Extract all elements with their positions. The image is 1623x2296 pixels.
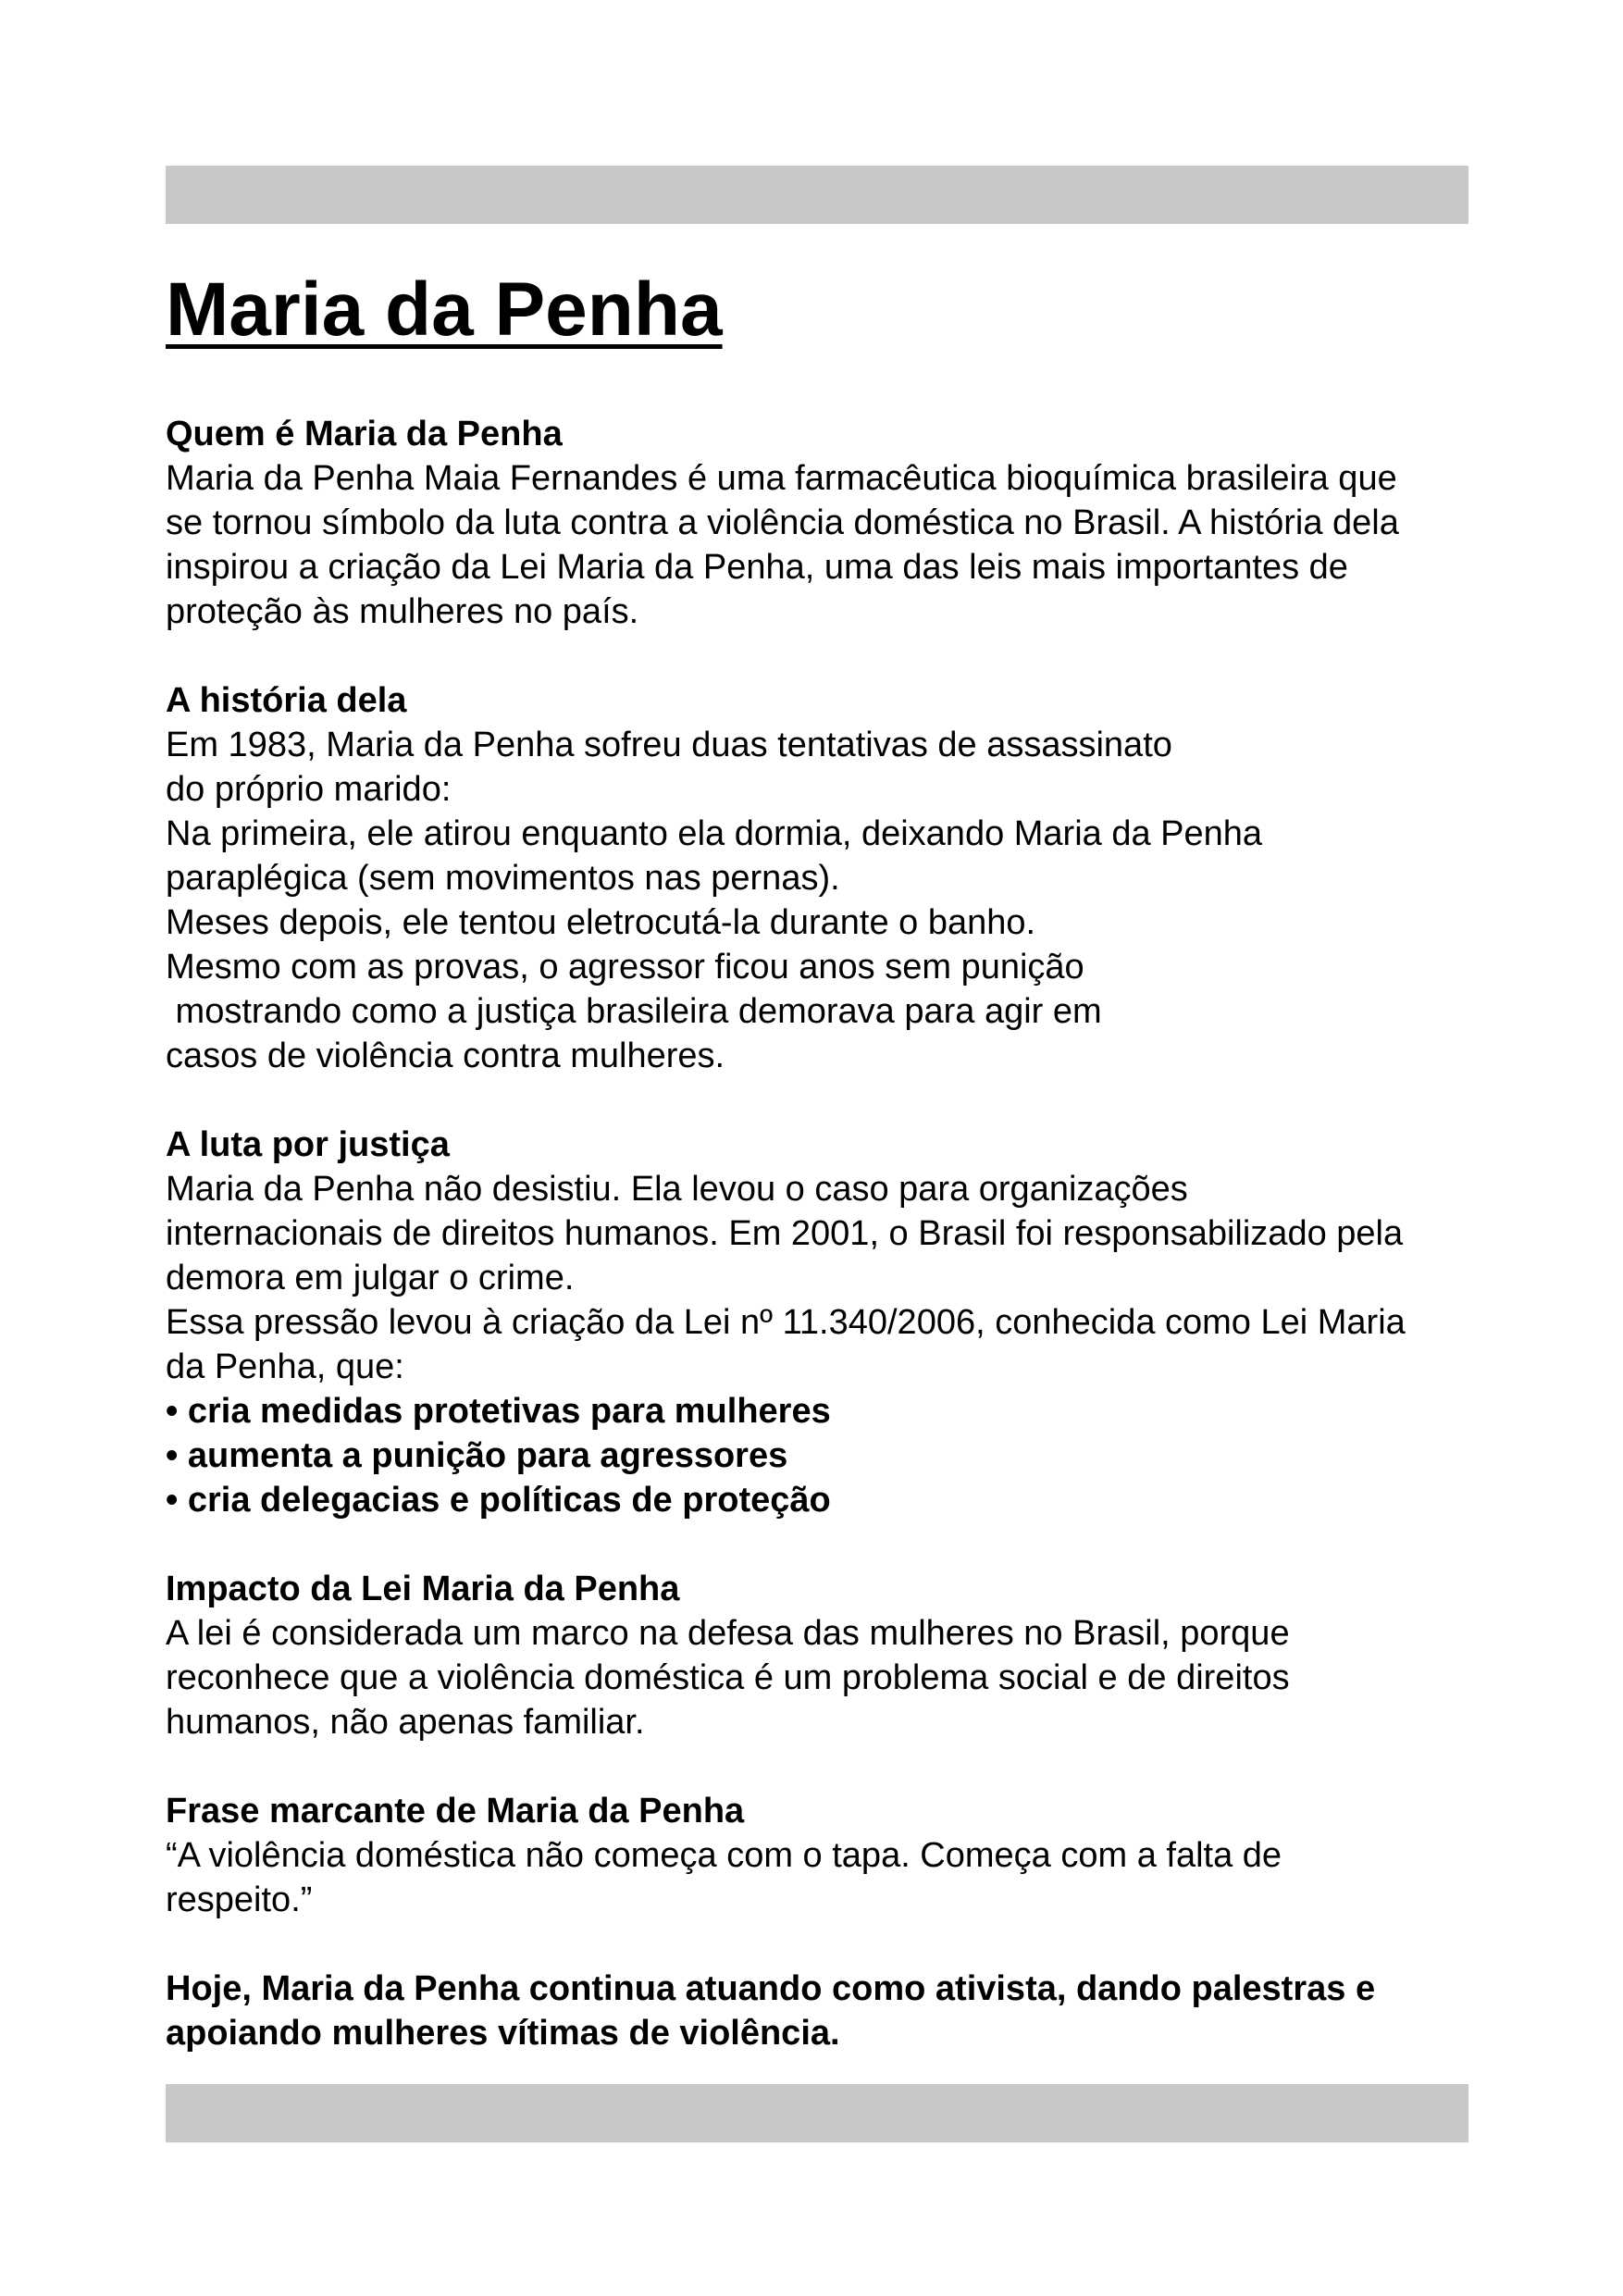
section-heading: A luta por justiça [166, 1125, 450, 1164]
paragraph-line: Na primeira, ele atirou enquanto ela dormia, deixando Maria da Penha [166, 814, 1263, 853]
paragraph-line: humanos, não apenas familiar. [166, 1703, 645, 1742]
section-heading: Frase marcante de Maria da Penha [166, 1792, 745, 1831]
section-quem-e [166, 412, 1480, 634]
header-bar [166, 166, 1468, 224]
paragraph-line: Meses depois, ele tentou eletrocutá-la durante o banho. [166, 903, 1036, 942]
paragraph-line: inspirou a criação da Lei Maria da Penha, uma das leis mais importantes de [166, 548, 1348, 587]
paragraph-line: Maria da Penha Maia Fernandes é uma farmacêutica bioquímica brasileira que [166, 459, 1397, 498]
quote-line: respeito.” [166, 1880, 313, 1919]
paragraph-line: Em 1983, Maria da Penha sofreu duas tentativas de assassinato [166, 726, 1172, 764]
closing-statement [166, 1967, 1480, 2055]
section-historia [166, 678, 1480, 1078]
footer-bar [166, 2084, 1468, 2142]
paragraph-line: Essa pressão levou à criação da Lei nº 11.340/2006, conhecida como Lei Maria [166, 1303, 1406, 1342]
closing-line: Hoje, Maria da Penha continua atuando como ativista, dando palestras e [166, 1969, 1376, 2008]
paragraph-line: casos de violência contra mulheres. [166, 1036, 725, 1075]
paragraph-line: reconhece que a violência doméstica é um problema social e de direitos [166, 1658, 1290, 1697]
closing-line: apoiando mulheres vítimas de violência. [166, 2014, 840, 2053]
section-impacto [166, 1567, 1480, 1744]
paragraph-line: internacionais de direitos humanos. Em 2001, o Brasil foi responsabilizado pela [166, 1214, 1404, 1253]
section-frase [166, 1789, 1480, 1922]
paragraph-line: paraplégica (sem movimentos nas pernas). [166, 859, 840, 898]
section-heading: Quem é Maria da Penha [166, 415, 563, 453]
section-heading: Impacto da Lei Maria da Penha [166, 1570, 680, 1608]
bullet-item: • aumenta a punição para agressores [166, 1436, 788, 1475]
paragraph-line: do próprio marido: [166, 770, 452, 809]
paragraph-line: da Penha, que: [166, 1347, 404, 1386]
section-luta-justica [166, 1123, 1480, 1522]
paragraph-line: mostrando como a justiça brasileira demorava para agir em [166, 992, 1102, 1031]
document-body [166, 259, 1480, 2055]
bullet-item: • cria delegacias e políticas de proteção [166, 1481, 831, 1520]
paragraph-line: demora em julgar o crime. [166, 1259, 575, 1297]
paragraph-line: A lei é considerada um marco na defesa das mulheres no Brasil, porque [166, 1614, 1290, 1653]
paragraph-line: Mesmo com as provas, o agressor ficou anos sem punição [166, 948, 1084, 987]
quote-line: “A violência doméstica não começa com o tapa. Começa com a falta de [166, 1836, 1282, 1875]
page-title: Maria da Penha [166, 267, 723, 352]
paragraph-line: Maria da Penha não desistiu. Ela levou o caso para organizações [166, 1170, 1188, 1209]
section-heading: A história dela [166, 681, 407, 720]
bullet-item: • cria medidas protetivas para mulheres [166, 1392, 831, 1431]
paragraph-line: se tornou símbolo da luta contra a violência doméstica no Brasil. A história dela [166, 503, 1399, 542]
paragraph-line: proteção às mulheres no país. [166, 592, 639, 631]
